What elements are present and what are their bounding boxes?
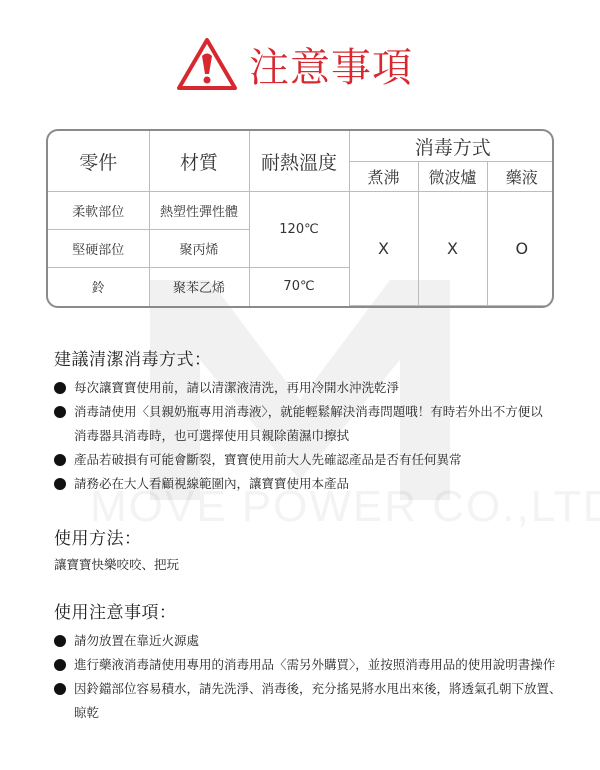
header-chemical: 藥液 [487,162,554,192]
precautions-list [54,629,564,725]
precautions-section [54,598,564,725]
list-item: 每次讓寶寶使用前，請以清潔液清洗，再用冷開水沖洗乾淨 [54,376,554,400]
cell-material: 熱塑性彈性體 [149,192,249,230]
list-item: 請勿放置在靠近火源處 [54,629,564,653]
cell-boiling-mark: X [349,192,418,306]
list-item: 產品若破損有可能會斷裂，寶寶使用前大人先確認產品是否有任何異常 [54,448,554,472]
cleaning-title: 建議清潔消毒方式： [54,350,212,370]
header-microwave: 微波爐 [418,162,487,192]
list-item: 因鈴鐺部位容易積水，請先洗淨、消毒後，充分搖晃將水甩出來後，將透氣孔朝下放置、晾乾 [54,677,564,725]
cell-part: 鈴 [48,268,149,306]
header-heat-resistance: 耐熱溫度 [249,131,349,192]
cell-part: 柔軟部位 [48,192,149,230]
list-item: 請務必在大人看顧視線範圍內，讓寶寶使用本產品 [54,472,554,496]
cell-microwave-mark: X [418,192,487,306]
cell-temp: 70℃ [249,268,349,306]
list-item: 進行藥液消毒請使用專用的消毒用品〈需另外購買〉，並按照消毒用品的使用說明書操作 [54,653,564,677]
title-text: 注意事項 [249,44,413,91]
header-part: 零件 [48,131,149,192]
cell-material: 聚苯乙烯 [149,268,249,306]
header-material: 材質 [149,131,249,192]
usage-text: 讓寶寶快樂咬咬、把玩 [54,557,180,572]
cell-temp: 120℃ [249,192,349,268]
header-disinfection: 消毒方式 [349,131,554,162]
cleaning-section [54,345,554,496]
material-spec-table [46,129,554,308]
cell-material: 聚丙烯 [149,230,249,268]
list-item: 消毒請使用〈貝親奶瓶專用消毒液〉，就能輕鬆解決消毒問題哦！有時若外出不方便以消毒器具消毒時，也可選擇使用貝親除菌濕巾擦拭 [54,400,554,448]
cell-chemical-mark: O [487,192,554,306]
usage-section [54,524,554,577]
precautions-title: 使用注意事項： [54,603,177,623]
cell-part: 堅硬部位 [48,230,149,268]
usage-title: 使用方法： [54,529,142,549]
header-boiling: 煮沸 [349,162,418,192]
cleaning-list [54,376,554,496]
page-title [175,36,413,92]
warning-triangle-icon [175,36,239,92]
table-row [48,192,554,230]
